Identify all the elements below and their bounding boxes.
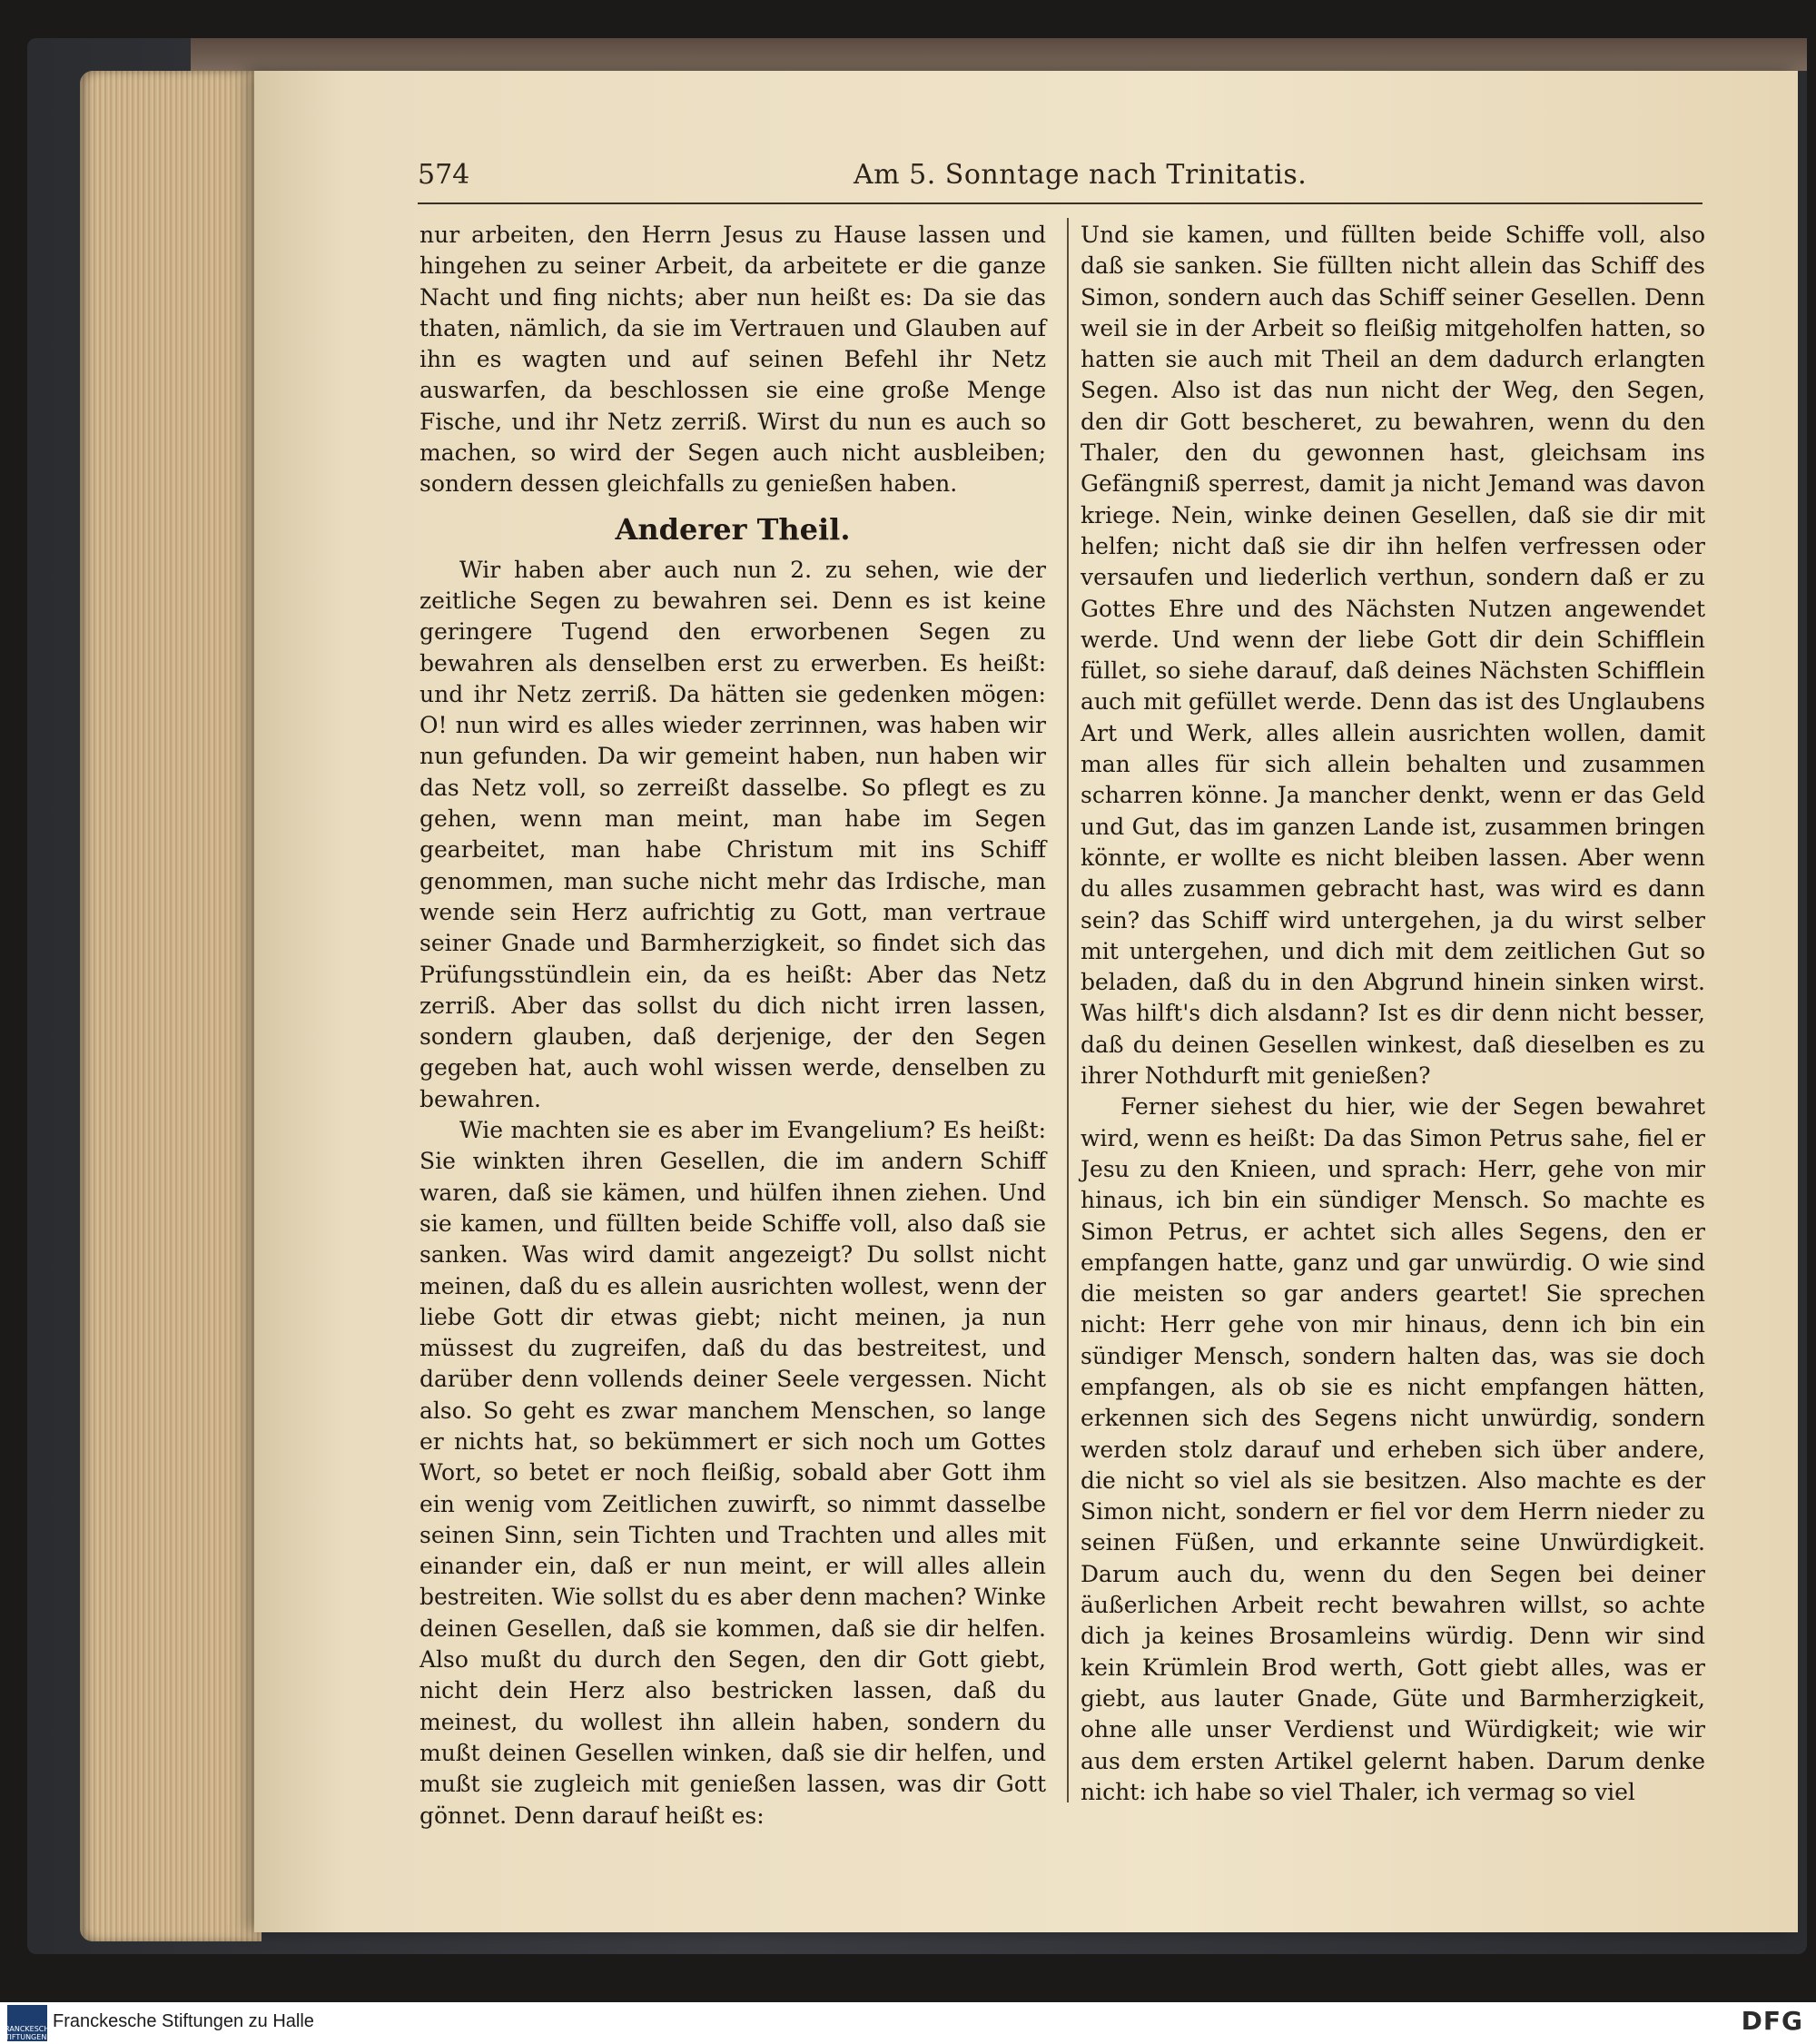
institution-logo: FRANCKESCHE STIFTUNGEN <box>7 2005 47 2041</box>
institution-name[interactable]: Franckesche Stiftungen zu Halle <box>53 2011 314 2031</box>
dfg-logo: DFG <box>1741 2006 1803 2036</box>
running-head: Am 5. Sonntage nach Trinitatis. <box>854 159 1308 191</box>
section-heading: Anderer Theil. <box>615 511 851 547</box>
column-divider <box>1067 218 1069 1802</box>
left-paragraph-3: Wie machten sie es aber im Evangelium? Es heißt: Sie winkten ihren Gesellen, die im andern Schiff waren, daß sie kämen, und hülfen ihnen ziehen. Und sie kamen, und füllten beide Schiffe voll, also daß sie sanken. Was wird damit angezeigt? Du sollst nicht meinen, daß du es allein ausrichten wollest, wenn der liebe Gott dir etwas giebt; nicht meinen, ja nun müssest du zugreifen, daß du das bestreitest, und darüber denn vollends deiner Seele vergessen. Nicht also. So geht es zwar manchem Menschen, so lange er nichts hat, so bekümmert er sich noch um Gottes Wort, so betet er noch fleißig, sobald aber Gott ihm ein wenig vom Zeitlichen zuwirft, so nimmt dasselbe seinen Sinn, sein Tichten und Trachten und alles mit einander ein, daß er nun meint, er will alles allein bestreiten. Wie sollst du es aber denn machen? Winke deinen Gesellen, daß sie kommen, daß sie dir helfen. Also mußt du durch den Segen, den dir Gott giebt, nicht dein Herz also bestricken lassen, daß du meinest, du wollest ihn allein haben, sondern du mußt deinen Gesellen winken, daß sie dir helfen, und mußt sie zugleich mit genießen lassen, was dir Gott gönnet. Denn darauf heißt es: <box>419 1117 1046 1829</box>
left-paragraph-2: Wir haben aber auch nun 2. zu sehen, wie der zeitliche Segen zu bewahren sei. Denn es ist keine geringere Tugend den erworbenen Segen zu bewahren als denselben erst zu erwerben. Es heißt: und ihr Netz zerriß. Da hätten sie gedenken mögen: O! nun wird es alles wieder zerrinnen, was haben wir nun gefunden. Da wir gemeint haben, nun haben wir das Netz voll, so zerreißt dasselbe. So pflegt es zu gehen, wenn man meint, man habe im Segen gearbeitet, man habe Christum mit ins Schiff genommen, man suche nicht mehr das Irdische, man wende sein Herz aufrichtig zu Gott, man vertraue seiner Gnade und Barmherzigkeit, so findet sich das Prüfungsstündlein ein, da es heißt: Aber das Netz zerriß. Aber das sollst du dich nicht irren lassen, sondern glauben, daß derjenige, der den Segen gegeben hat, auch wohl wissen werde, denselben zu bewahren. <box>419 556 1046 1112</box>
page-edges <box>80 71 262 1941</box>
page-number: 574 <box>418 159 470 191</box>
right-paragraph-2: Ferner siehest du hier, wie der Segen bewahret wird, wenn es heißt: Da das Simon Petrus sahe, fiel er Jesu zu den Knieen, und sprach: Herr, gehe von mir hinaus, ich bin ein sündiger Mensch. So machte es Simon Petrus, er achtet sich alles Segens, den er empfangen hatte, ganz und gar unwürdig. O wie sind die meisten so gar anders geartet! Sie sprechen nicht: Herr gehe von mir hinaus, denn ich bin ein sündiger Mensch, sondern halten das, was sie doch empfangen, als ob sie es nicht empfangen hätten, erkennen sich des Segens nicht unwürdig, sondern werden stolz darauf und erheben sich über andere, die nicht so viel als sie besitzen. Also machte es der Simon nicht, sondern er fiel vor dem Herrn nieder zu seinen Füßen, und erkannte seine Unwürdigkeit. Darum auch du, wenn du den Segen bei deiner äußerlichen Arbeit recht bewahren willst, so achte dich ja keines Brosamleins würdig. Denn wir sind kein Krümlein Brod werth, Gott giebt alles, was er giebt, aus lauter Gnade, Güte und Barmherzigkeit, ohne alle unser Verdienst und Würdigkeit; wie wir aus dem ersten Artikel gelernt haben. Darum denke nicht: ich habe so viel Thaler, ich vermag so viel <box>1081 1093 1705 1805</box>
left-column <box>419 220 1046 1832</box>
right-paragraph-1: Und sie kamen, und füllten beide Schiffe voll, also daß sie sanken. Sie füllten nicht allein das Schiff des Simon, sondern auch das Schiff seiner Gesellen. Denn weil sie in der Arbeit so fleißig mitgeholfen hatten, so hatten sie auch mit Theil an dem dadurch erlangten Segen. Also ist das nun nicht der Weg, den Segen, den dir Gott bescheret, zu bewahren, wenn du den Thaler, den du gewonnen hast, gleichsam ins Gefängniß sperrest, damit ja nicht Jemand was davon kriege. Nein, winke deinen Gesellen, daß sie dir mit helfen; nicht daß sie dir ihn helfen verfressen oder versaufen und liederlich verthun, sondern daß er zu Gottes Ehre und des Nächsten Nutzen angewendet werde. Und wenn der liebe Gott dir dein Schifflein füllet, so siehe darauf, daß deines Nächsten Schifflein auch mit gefüllet werde. Denn das ist des Unglaubens Art und Werk, alles allein ausrichten wollen, damit man alles für sich allein behalten und zusammen scharren könne. Ja mancher denkt, wenn er das Geld und Gut, das im ganzen Lande ist, zusammen bringen könnte, er wollte es nicht bleiben lassen. Aber wenn du alles zusammen gebracht hast, was wird es dann sein? das Schiff wird untergehen, ja du wirst selber mit untergehen, und dich mit dem zeitlichen Gut so beladen, daß du in den Abgrund hinein sinken wirst. Was hilft's dich alsdann? Ist es dir denn nicht besser, daß du deinen Gesellen winkest, daß dieselben es zu ihrer Nothdurft mit genießen? <box>1081 222 1705 1090</box>
right-column <box>1081 220 1705 1808</box>
page-header <box>418 159 1702 204</box>
left-paragraph-1: nur arbeiten, den Herrn Jesus zu Hause lassen und hingehen zu seiner Arbeit, da arbeitete er die ganze Nacht und fing nichts; aber nun heißt es: Da sie das thaten, nämlich, da sie im Vertrauen und Glauben auf ihn es wagten und auf seinen Befehl ihr Netz auswarfen, da beschlossen sie eine große Menge Fische, und ihr Netz zerriß. Wirst du nun es auch so machen, so wird der Segen auch nicht ausbleiben; sondern dessen gleichfalls zu genießen haben. <box>419 222 1046 498</box>
book-headband <box>191 38 1807 71</box>
